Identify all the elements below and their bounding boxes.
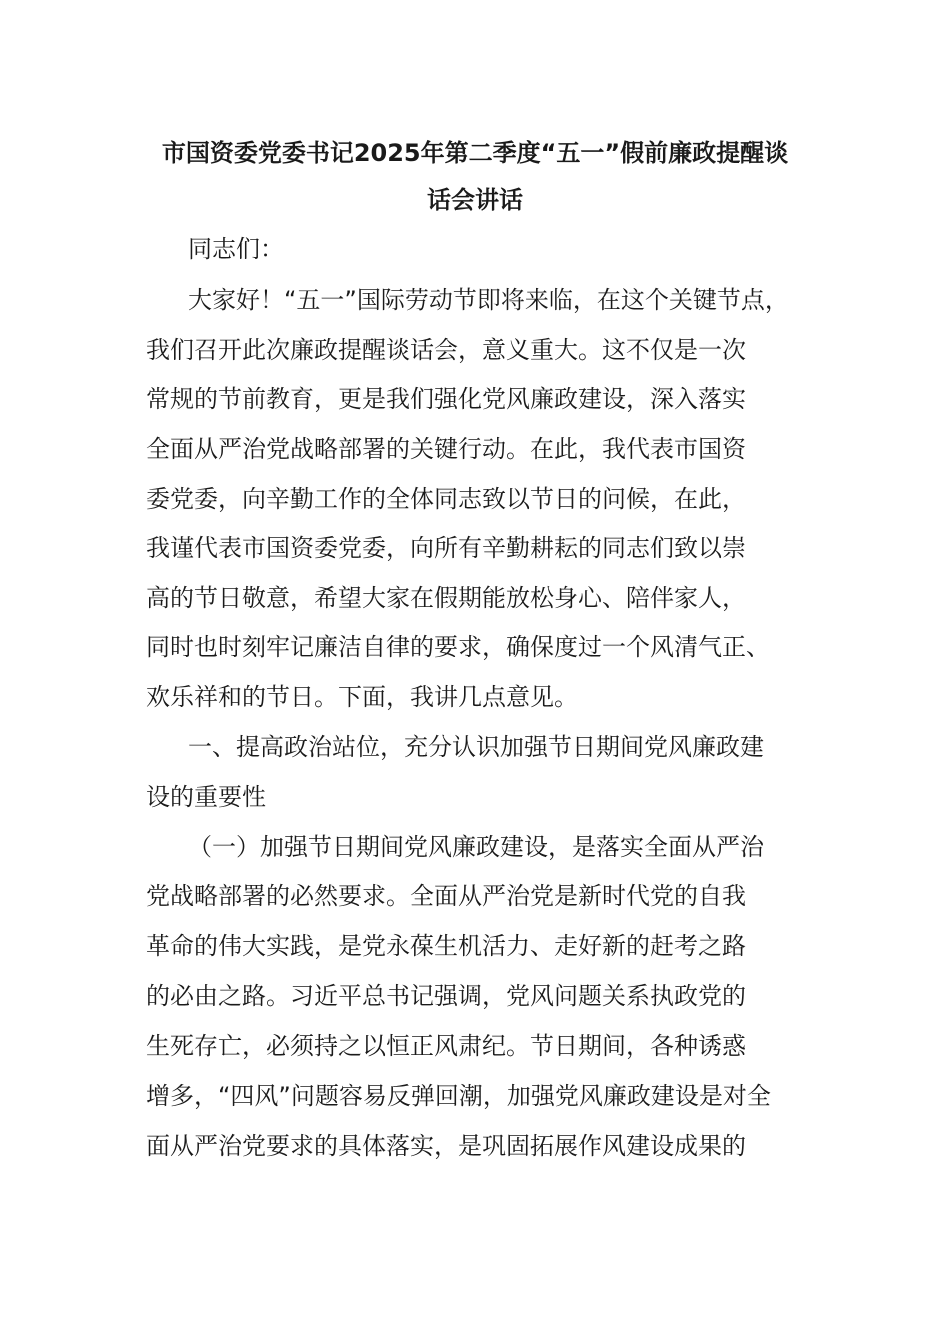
salutation: 同志们：	[188, 235, 284, 263]
body-line: 欢乐祥和的节日。下面，我讲几点意见。	[146, 683, 578, 711]
body-line: 同时也时刻牢记廉洁自律的要求，确保度过一个风清气正、	[146, 633, 770, 661]
body-line: 常规的节前教育，更是我们强化党风廉政建设，深入落实	[146, 385, 746, 413]
body-line: 面从严治党要求的具体落实，是巩固拓展作风建设成果的	[146, 1132, 746, 1160]
section-heading-line: 设的重要性	[146, 783, 266, 811]
section-heading-line: 一、提高政治站位，充分认识加强节日期间党风廉政建	[188, 733, 764, 761]
body-line: 生死存亡，必须持之以恒正风肃纪。节日期间，各种诱惑	[146, 1032, 746, 1060]
body-line: 全面从严治党战略部署的关键行动。在此，我代表市国资	[146, 435, 746, 463]
body-line: 我们召开此次廉政提醒谈话会，意义重大。这不仅是一次	[146, 336, 746, 364]
body-line: （一）加强节日期间党风廉政建设，是落实全面从严治	[188, 833, 764, 861]
body-line: 高的节日敬意，希望大家在假期能放松身心、陪伴家人，	[146, 584, 746, 612]
body-line: 革命的伟大实践，是党永葆生机活力、走好新的赶考之路	[146, 932, 746, 960]
body-line: 党战略部署的必然要求。全面从严治党是新时代党的自我	[146, 882, 746, 910]
body-line: 委党委，向辛勤工作的全体同志致以节日的问候，在此，	[146, 485, 746, 513]
document-title-line-2: 话会讲话	[427, 186, 523, 214]
document-title-line-1: 市国资委党委书记2025年第二季度“五一”假前廉政提醒谈	[161, 139, 789, 167]
body-line: 增多，“四风”问题容易反弹回潮，加强党风廉政建设是对全	[146, 1082, 771, 1110]
body-line: 的必由之路。习近平总书记强调，党风问题关系执政党的	[146, 982, 746, 1010]
body-line: 大家好！“五一”国际劳动节即将来临，在这个关键节点，	[188, 286, 789, 314]
body-line: 我谨代表市国资委党委，向所有辛勤耕耘的同志们致以崇	[146, 534, 746, 562]
